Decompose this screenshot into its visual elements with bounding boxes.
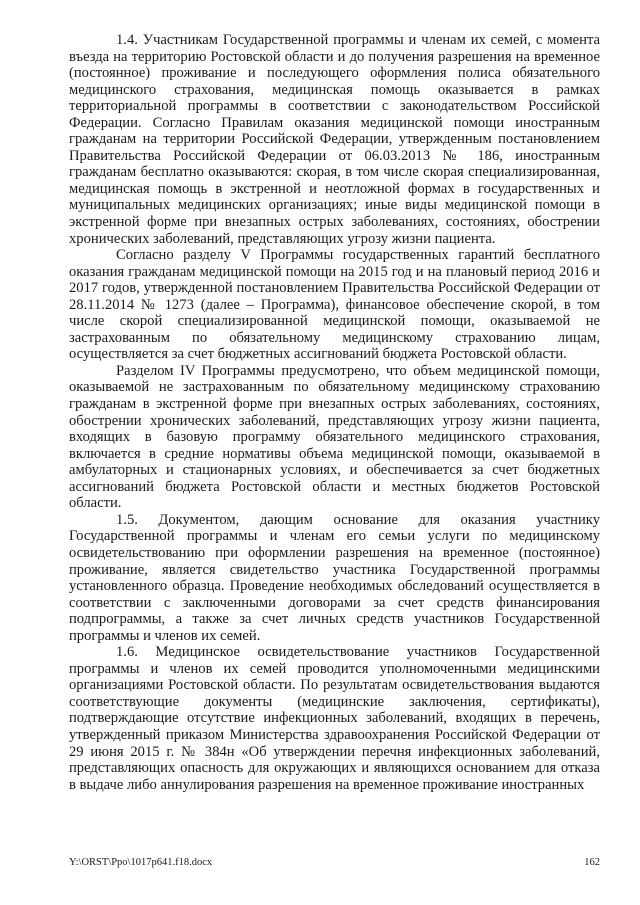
paragraph-section-v: Согласно разделу V Программы государственных гарантий бесплатного оказания гражданам медицинской помощи на 2015 год и на плановый период 2016 и 2017 годов, утвержденной постановлением Правительства Российской Федерации от 28.11.2014 № 1273 (далее – Программа), финансовое обеспечение скорой, в том числе скорой специализированной медицинской помощи, оказываемой не застрахованным по обязательному медицинскому страхованию лицам, осуществляется за счет бюджетных ассигнований бюджета Ростовской области. [69,247,600,363]
paragraph-1-6: 1.6. Медицинское освидетельствование участников Государственной программы и членов их семей проводится уполномоченными медицинскими организациями Ростовской области. По результатам освидетельствования выдаются соответствующие документы (медицинские заключения, сертификаты), подтверждающие отсутствие инфекционных заболеваний, входящих в перечень, утвержденный приказом Министерства здравоохранения Российской Федерации от 29 июня 2015 г. № 384н «Об утверждении перечня инфекционных заболеваний, представляющих опасность для окружающих и являющихся основанием для отказа в выдаче либо аннулирования разрешения на временное проживание иностранных [69,644,600,793]
paragraph-1-4: 1.4. Участникам Государственной программы и членам их семей, с момента въезда на территорию Ростовской области и до получения разрешения на временное (постоянное) проживание и последующего оформления полиса обязательного медицинского страхования, медицинская помощь оказывается в рамках территориальной программы в соответствии с законодательством Российской Федерации. Согласно Правилам оказания медицинской помощи иностранным гражданам на территории Российской Федерации, утвержденным постановлением Правительства Российской Федерации от 06.03.2013 № 186, иностранным гражданам бесплатно оказываются: скорая, в том числе скорая специализированная, медицинская помощь в экстренной и неотложной формах в государственных и муниципальных медицинских организациях; иные виды медицинской помощи в экстренной форме при внезапных острых заболеваниях, состояниях, обострении хронических заболеваний, представляющих угрозу жизни пациента. [69,32,600,247]
document-body [69,32,600,793]
paragraph-section-iv: Разделом IV Программы предусмотрено, что объем медицинской помощи, оказываемой не застрахованным по обязательному медицинскому страхованию гражданам в экстренной форме при внезапных острых заболеваниях, состояниях, обострении хронических заболеваний, представляющих угрозу жизни пациента, входящих в базовую программу обязательного медицинского страхования, включается в средние нормативы объема медицинской помощи, оказываемой в амбулаторных и стационарных условиях, и обеспечивается за счет бюджетных ассигнований бюджета Ростовской области и местных бюджетов Ростовской области. [69,362,600,512]
page-footer [69,856,600,870]
footer-file-path: Y:\ORST\Ppo\1017p641.f18.docx [69,857,213,868]
paragraph-1-5: 1.5. Документом, дающим основание для оказания участнику Государственной программы и членам его семьи услуги по медицинскому освидетельствованию при оформлении разрешения на временное (постоянное) проживание, является свидетельство участника Государственной программы установленного образца. Проведение необходимых обследований осуществляется в соответствии с заключенными договорами за счет средств финансирования подпрограммы, а также за счет личных средств участников Государственной программы и членов их семей. [69,511,600,644]
footer-page-number: 162 [584,857,600,868]
